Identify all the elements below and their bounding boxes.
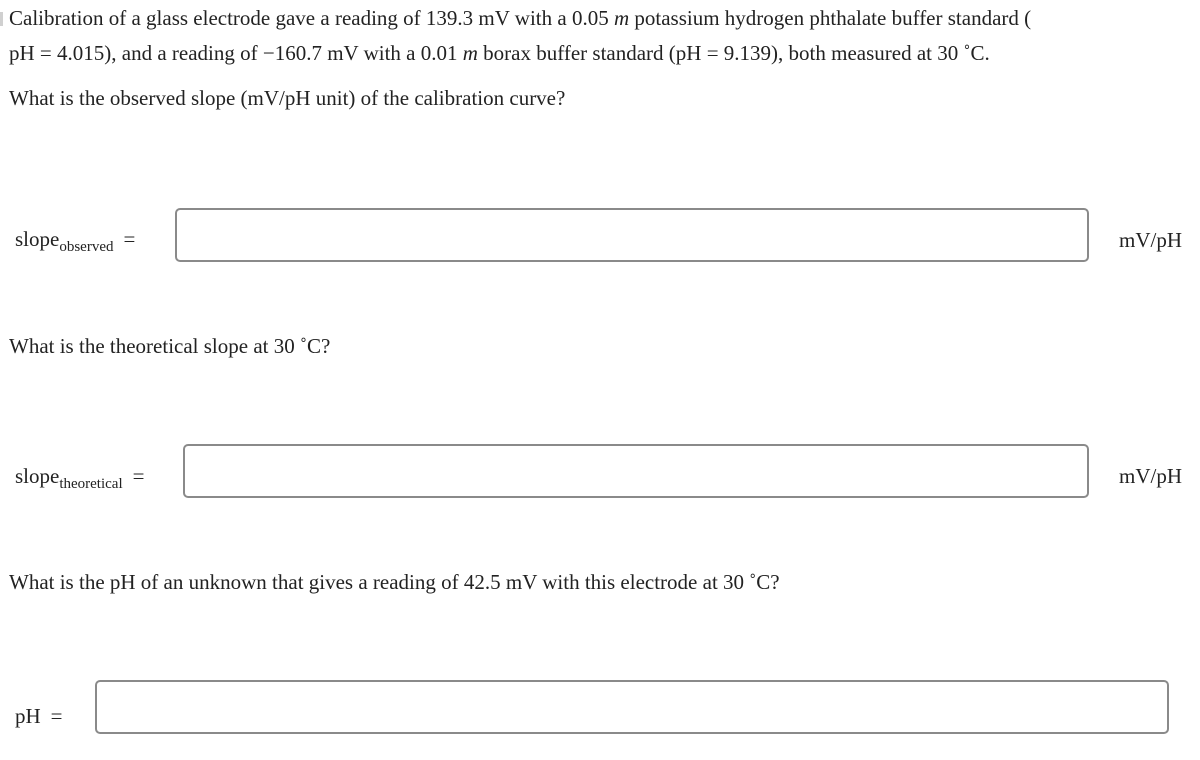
label-subscript: theoretical xyxy=(59,476,123,492)
problem-text: borax buffer standard (pH = 9.139), both measured at 30 ˚C. xyxy=(477,41,990,65)
observed-slope-input[interactable] xyxy=(175,208,1089,262)
molality-symbol: m xyxy=(613,6,630,30)
observed-slope-unit: mV/pH xyxy=(1119,228,1182,252)
problem-text: Calibration of a glass electrode gave a reading of 139.3 mV with a 0.05 xyxy=(9,6,614,30)
problem-text: potassium hydrogen phthalate buffer standard ( xyxy=(629,6,1032,30)
label-main: pH xyxy=(15,704,41,728)
molality-symbol: m xyxy=(462,41,478,65)
problem-statement-line-1 xyxy=(9,8,1031,29)
theoretical-slope-input[interactable] xyxy=(183,444,1089,498)
theoretical-slope-unit: mV/pH xyxy=(1119,464,1182,488)
unknown-ph-input[interactable] xyxy=(95,680,1169,734)
theoretical-slope-label xyxy=(15,466,144,492)
equals-sign: = xyxy=(50,704,63,728)
problem-text: pH = 4.015), and a reading of −160.7 mV with a 0.01 xyxy=(9,41,463,65)
label-main: slope xyxy=(15,464,60,488)
equals-sign: = xyxy=(123,227,136,251)
question-unknown-ph: What is the pH of an unknown that gives a reading of 42.5 mV with this electrode at 30 ˚C? xyxy=(9,570,780,594)
label-main: slope xyxy=(15,227,60,251)
label-subscript: observed xyxy=(59,239,114,255)
ph-label xyxy=(15,706,63,727)
left-edge-marker xyxy=(0,12,3,26)
question-theoretical-slope: What is the theoretical slope at 30 ˚C? xyxy=(9,334,331,358)
observed-slope-label xyxy=(15,229,135,255)
question-observed-slope: What is the observed slope (mV/pH unit) of the calibration curve? xyxy=(9,86,566,110)
problem-statement-line-2 xyxy=(9,43,990,64)
equals-sign: = xyxy=(132,464,145,488)
